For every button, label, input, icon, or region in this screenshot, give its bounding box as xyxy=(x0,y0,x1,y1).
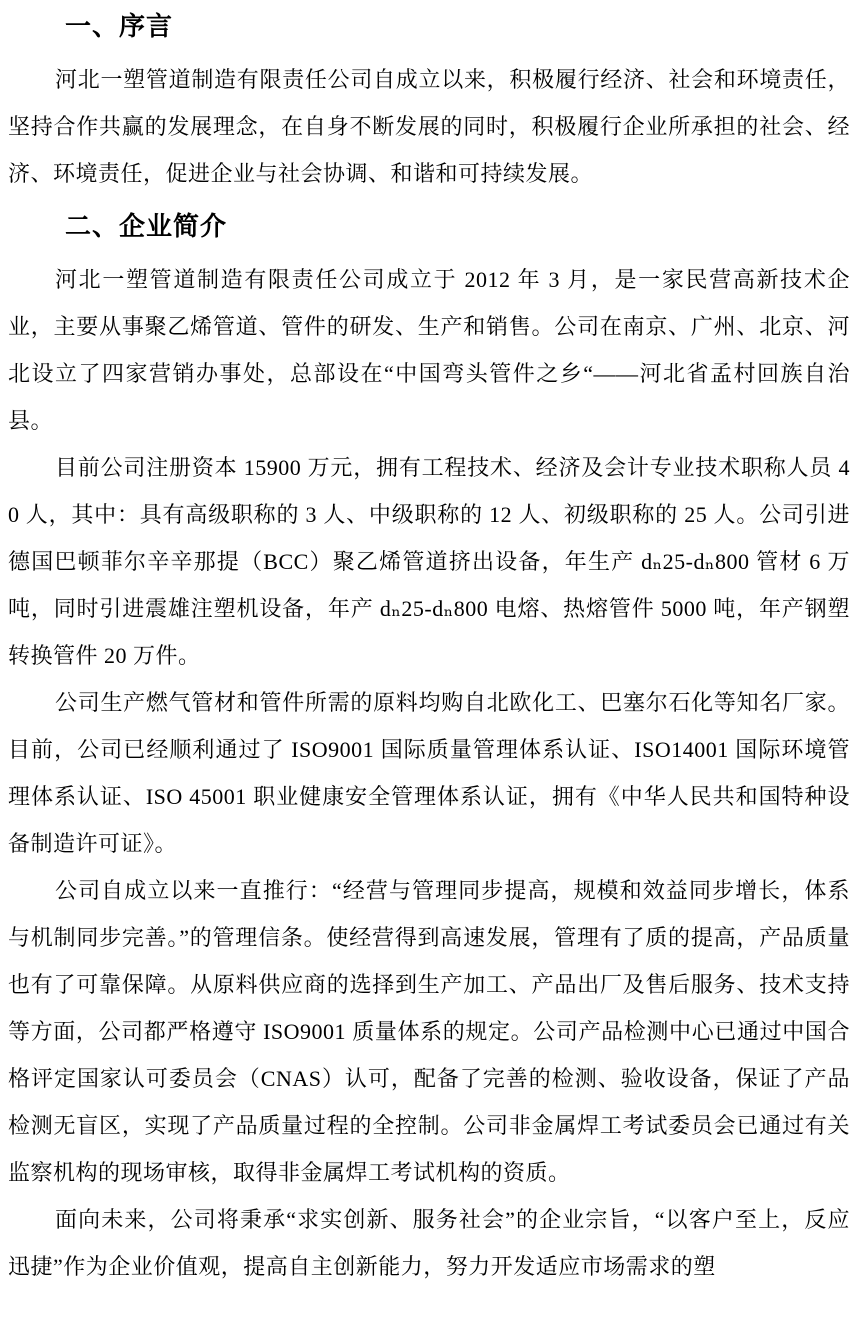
paragraph-company-founding: 河北一塑管道制造有限责任公司成立于 2012 年 3 月，是一家民营高新技术企业，主要从事聚乙烯管道、管件的研发、生产和销售。公司在南京、广州、北京、河北设立了四家营销办事处，总部设在“中国弯头管件之乡“——河北省孟村回族自治县。 xyxy=(8,267,850,433)
paragraph-capital-and-equipment: 目前公司注册资本 15900 万元，拥有工程技术、经济及会计专业技术职称人员 40 人，其中：具有高级职称的 3 人、中级职称的 12 人、初级职称的 25 人。公司引进德国巴顿菲尔辛辛那提（BCC）聚乙烯管道挤出设备，年生产 dₙ25-dₙ800 管材 6 万吨，同时引进震雄注塑机设备，年产 dₙ25-dₙ800 电熔、热熔管件 5000 吨，年产钢塑转换管件 20 万件。 xyxy=(8,455,850,668)
section-heading-preface: 一、序言 xyxy=(65,11,174,41)
paragraph-management-and-quality: 公司自成立以来一直推行：“经营与管理同步提高，规模和效益同步增长，体系与机制同步完善。”的管理信条。使经营得到高速发展，管理有了质的提高，产品质量也有了可靠保障。从原料供应商的选择到生产加工、产品出厂及售后服务、技术支持等方面，公司都严格遵守 ISO9001 质量体系的规定。公司产品检测中心已通过中国合格评定国家认可委员会（CNAS）认可，配备了完善的检测、验收设备，保证了产品检测无盲区，实现了产品质量过程的全控制。公司非金属焊工考试委员会已通过有关监察机构的现场审核，取得非金属焊工考试机构的资质。 xyxy=(8,878,850,1185)
paragraph-preface: 河北一塑管道制造有限责任公司自成立以来，积极履行经济、社会和环境责任，坚持合作共赢的发展理念，在自身不断发展的同时，积极履行企业所承担的社会、经济、环境责任，促进企业与社会协调、和谐和可持续发展。 xyxy=(8,67,850,186)
paragraph-future-outlook: 面向未来，公司将秉承“求实创新、服务社会”的企业宗旨，“以客户至上，反应迅捷”作为企业价值观，提高自主创新能力，努力开发适应市场需求的塑 xyxy=(8,1207,850,1279)
paragraph-materials-and-certifications: 公司生产燃气管材和管件所需的原料均购自北欧化工、巴塞尔石化等知名厂家。目前，公司已经顺利通过了 ISO9001 国际质量管理体系认证、ISO14001 国际环境管理体系认证、ISO 45001 职业健康安全管理体系认证，拥有《中华人民共和国特种设备制造许可证》。 xyxy=(8,690,850,856)
section-preface xyxy=(8,10,850,197)
section-company-profile xyxy=(8,210,850,1290)
section-heading-company-profile: 二、企业简介 xyxy=(65,211,228,241)
